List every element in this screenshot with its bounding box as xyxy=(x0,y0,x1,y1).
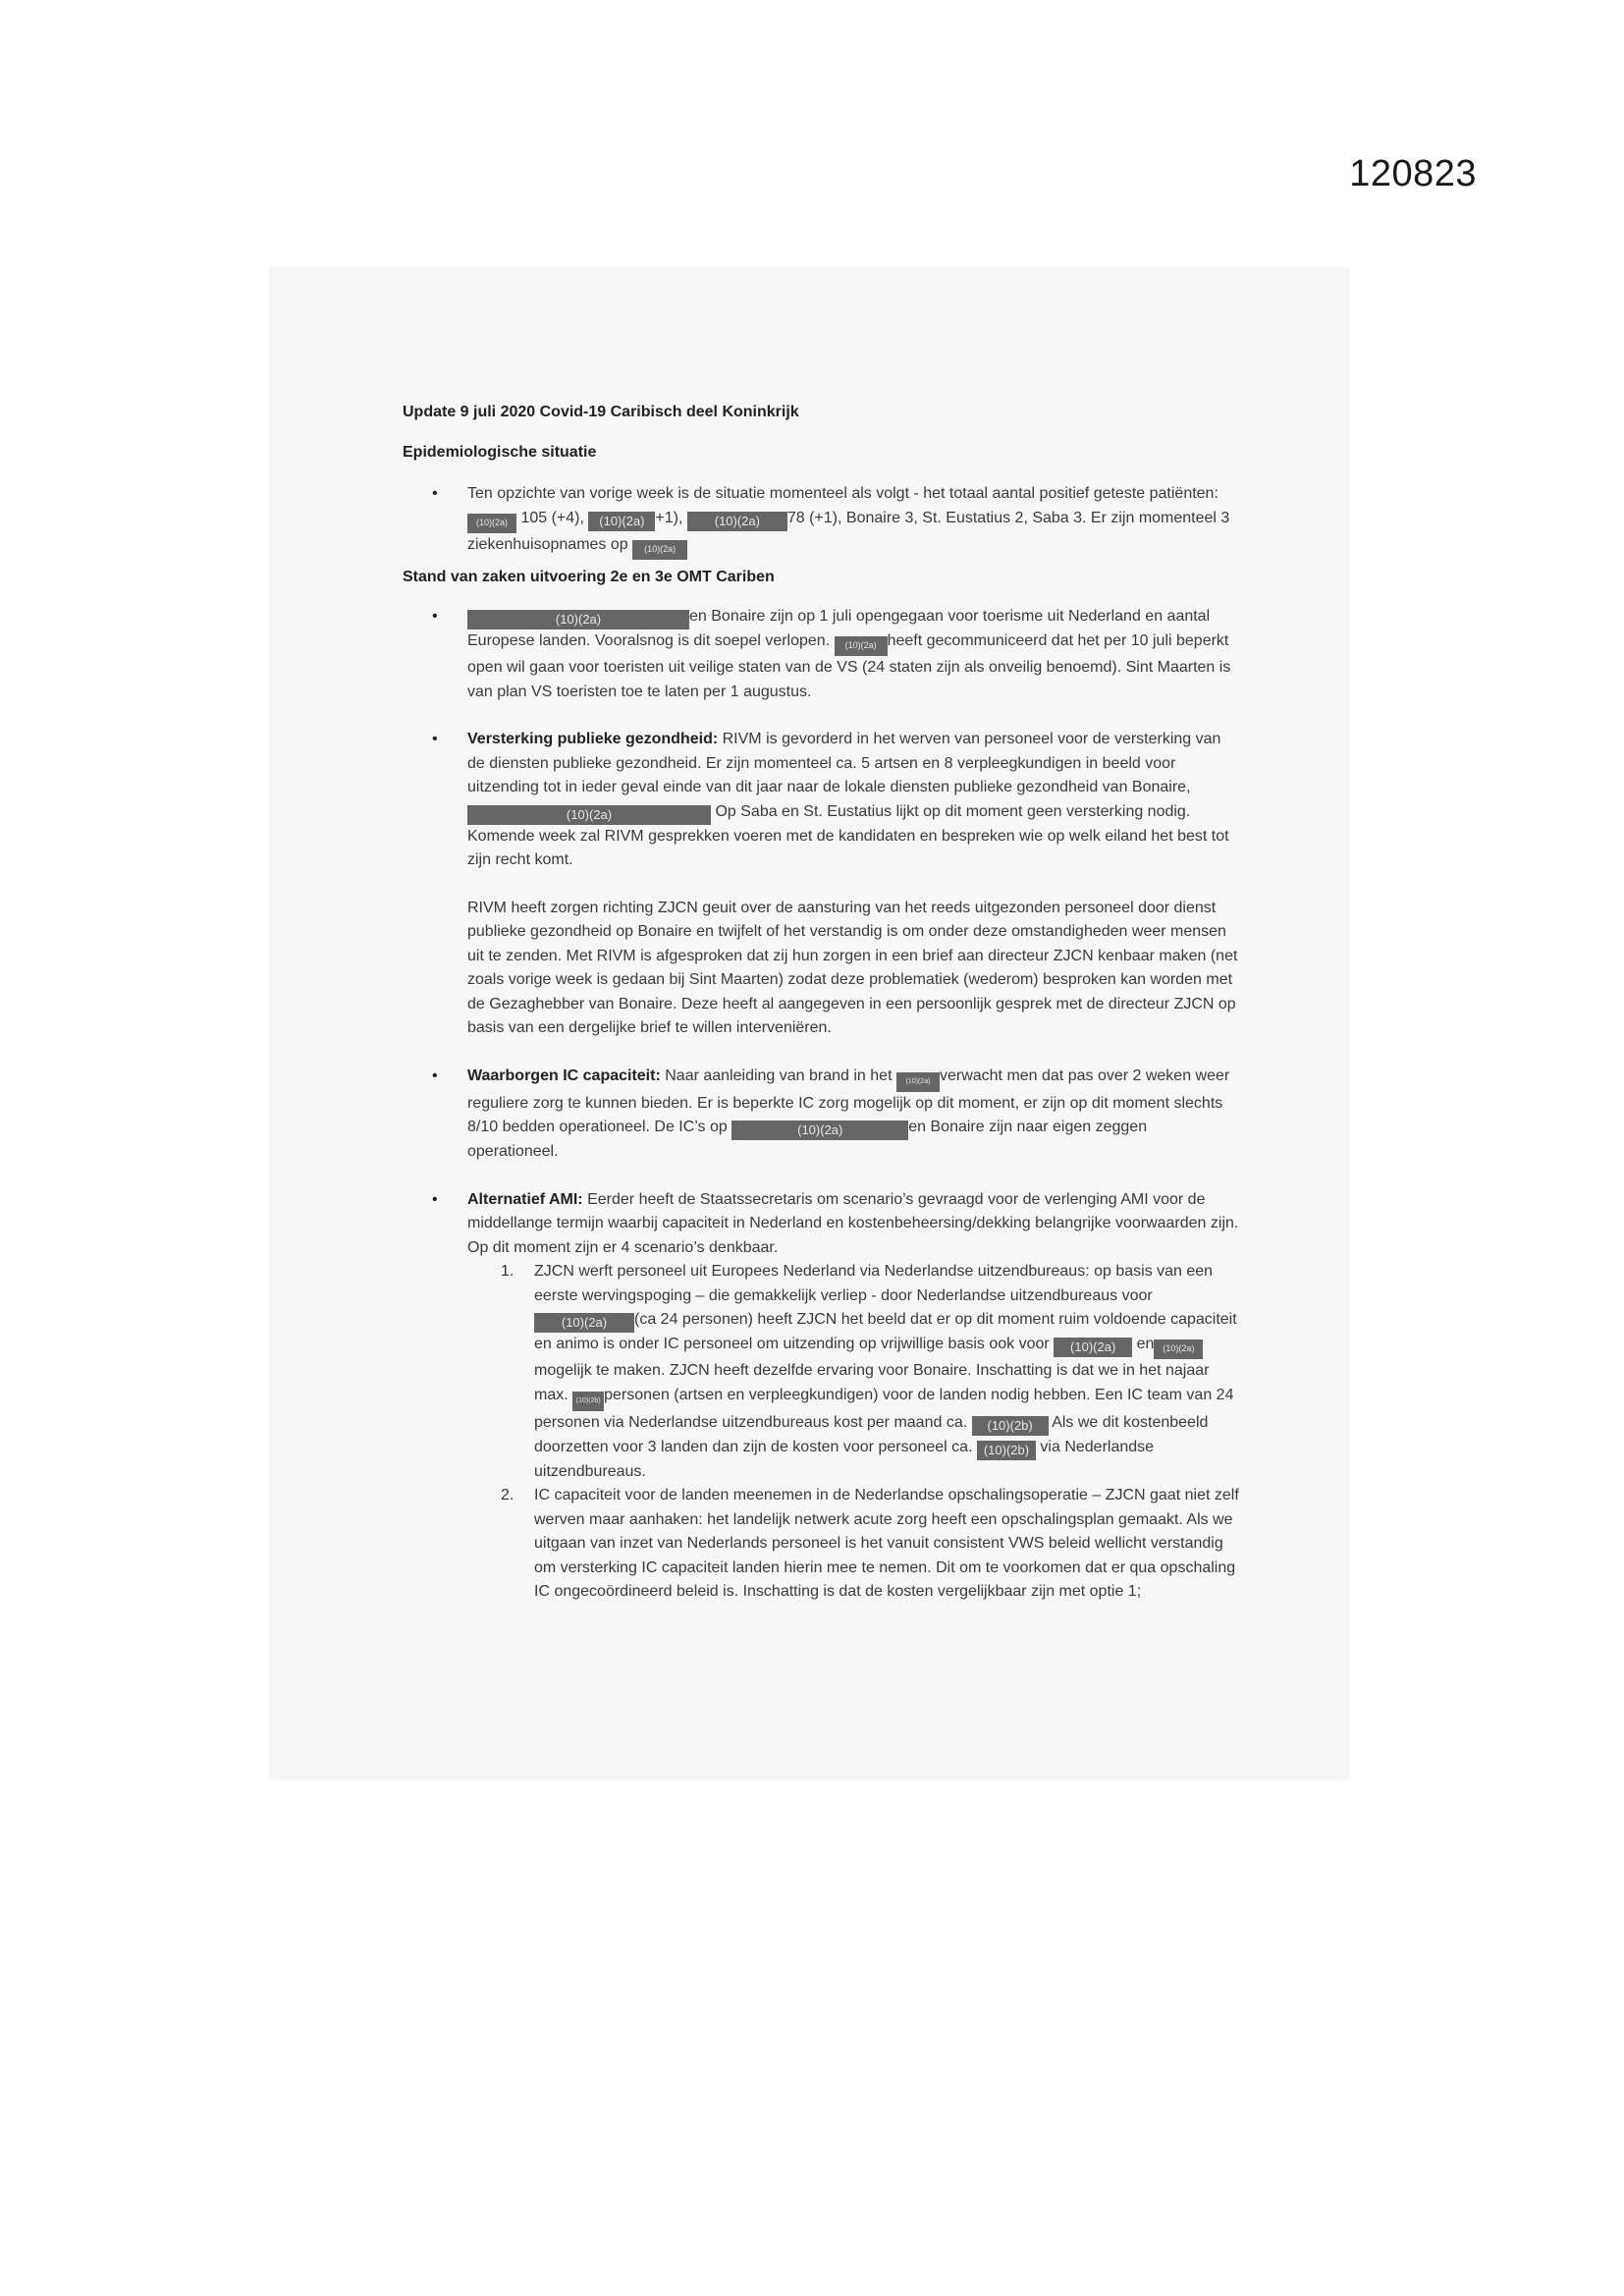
bullet-label: Alternatief AMI: xyxy=(467,1190,583,1208)
redaction-box: (10)(2a) xyxy=(731,1121,908,1140)
bullet-text: 105 (+4), xyxy=(520,509,584,526)
redaction-box: (10)(2a) xyxy=(588,512,655,531)
bullet-text: en Bonaire zijn naar eigen zeggen operationeel. xyxy=(467,1119,1148,1160)
bullet-tourism xyxy=(403,605,1242,704)
bullet-ic-capacity xyxy=(403,1065,1242,1165)
redaction-box: (10)(2a) xyxy=(534,1313,634,1333)
item-text: Als we dit kostenbeeld doorzetten voor 3 landen dan zijn de kosten voor personeel ca. xyxy=(534,1413,1209,1455)
item-text: mogelijk te maken. ZJCN heeft dezelfde ervaring voor Bonaire. Inschatting is dat we in het najaar max. xyxy=(534,1362,1210,1403)
scenario-item-1 xyxy=(403,1260,1242,1484)
bullet-public-health xyxy=(403,728,1242,1041)
redaction-box: (10)(2a) xyxy=(1054,1338,1132,1357)
bullet-text: verwacht men dat pas over 2 weken weer reguliere zorg te kunnen bieden. Er is beperkte IC zorg mogelijk op dit moment, er zijn op dit moment slechts 8/10 bedden operationeel. De IC’s op xyxy=(467,1066,1230,1135)
paragraph-text: RIVM heeft zorgen richting ZJCN geuit over de aansturing van het reeds uitgezonden personeel door dienst publieke gezondheid op Bonaire en twijfelt of het verstandig is om onder deze omstandigheden weer mensen uit te zenden. Met RIVM is afgesproken dat zij hun zorgen in een brief aan directeur ZJCN kenbaar maken (net zoals vorige week is gedaan bij Sint Maarten) zodat deze problematiek (wederom) besproken kan worden met de Gezaghebber van Bonaire. Deze heeft al aangegeven in een persoonlijk gesprek met de directeur ZJCN op basis van een dergelijke brief te willen interveniëren. xyxy=(467,899,1238,1036)
redaction-box: (10)(2b) xyxy=(572,1392,604,1411)
bullet-dot: • xyxy=(432,608,438,625)
redaction-box: (10)(2a) xyxy=(467,514,516,533)
redaction-box: (10)(2a) xyxy=(687,512,787,531)
bullet-text: heeft gecommuniceerd dat het per 10 juli beperkt open wil gaan voor toeristen uit veilige staten van de VS (24 staten zijn als onveilig benoemd). Sint Maarten is van plan VS toeristen toe te laten per 1 augustus. xyxy=(467,632,1231,700)
bullet-label: Waarborgen IC capaciteit: xyxy=(467,1066,661,1084)
document-body xyxy=(403,401,1242,1605)
item-text: en xyxy=(1136,1336,1155,1352)
redaction-box: (10)(2a) xyxy=(835,636,888,656)
redaction-box: (10)(2a) xyxy=(896,1072,940,1092)
redaction-box: (10)(2a) xyxy=(467,805,711,825)
redaction-box: (10)(2a) xyxy=(1154,1339,1203,1359)
list-number: 2. xyxy=(501,1487,514,1503)
bullet-text: Eerder heeft de Staatssecretaris om scenario’s gevraagd voor de verlenging AMI voor de middellange termijn waarbij capaciteit in Nederland en kostenbeheersing/dekking belangrijke voorwaarden zijn. Op dit moment zijn er 4 scenario’s denkbaar. xyxy=(467,1190,1239,1256)
bullet-label: Versterking publieke gezondheid: xyxy=(467,731,719,747)
bullet-text: +1), xyxy=(655,509,683,526)
redaction-box: (10)(2a) xyxy=(632,540,687,560)
redaction-box: (10)(2b) xyxy=(972,1416,1049,1436)
item-text: IC capaciteit voor de landen meenemen in de Nederlandse opschalingsoperatie – ZJCN gaat niet zelf werven maar aanhaken: het landelijk netwerk acute zorg heeft een opschalingsplan gemaakt. Als we uitgaan van inzet van Nederlands personeel is het vanuit consistent VWS beleid wellicht verstandig om versterking IC capaciteit landen hierin mee te nemen. Dit om te voorkomen dat er qua opschaling IC ongecoördineerd beleid is. Inschatting is dat de kosten vergelijkbaar zijn met optie 1; xyxy=(534,1487,1239,1600)
section-heading-epidemiology: Epidemiologische situatie xyxy=(403,443,597,461)
bullet-dot: • xyxy=(432,1190,438,1208)
bullet-text: en Bonaire zijn op 1 juli opengegaan voor toerisme uit Nederland en aantal Europese landen. Vooralsnog is dit soepel verlopen. xyxy=(467,608,1211,649)
section-heading-omt: Stand van zaken uitvoering 2e en 3e OMT Cariben xyxy=(403,568,775,585)
item-text: ZJCN werft personeel uit Europees Nederland via Nederlandse uitzendbureaus: op basis van een eerste wervingspoging – die gemakkelijk verliep - door Nederlandse uitzendbureaus voor xyxy=(534,1263,1214,1304)
bullet-text: Naar aanleiding van brand in het xyxy=(665,1066,893,1084)
redaction-box: (10)(2b) xyxy=(977,1441,1036,1460)
bullet-epidemiology xyxy=(403,482,1242,560)
bullet-dot: • xyxy=(432,731,438,747)
bullet-alternative-ami xyxy=(403,1188,1242,1261)
scenario-item-2 xyxy=(403,1484,1242,1605)
bullet-text: 78 (+1), Bonaire 3, St. Eustatius 2, Saba 3. Er zijn momenteel 3 ziekenhuisopnames op xyxy=(467,509,1230,553)
bullet-dot: • xyxy=(432,1066,438,1084)
bullet-dot: • xyxy=(432,485,438,502)
document-title: Update 9 juli 2020 Covid-19 Caribisch deel Koninkrijk xyxy=(403,404,799,420)
item-text: personen (artsen en verpleegkundigen) voor de landen nodig hebben. Een IC team van 24 personen via Nederlandse uitzendbureaus kost per maand ca. xyxy=(534,1386,1234,1431)
redaction-box: (10)(2a) xyxy=(467,610,689,629)
item-text: (ca 24 personen) heeft ZJCN het beeld dat er op dit moment ruim voldoende capaciteit en animo is onder IC personeel om uitzending op vrijwillige basis ook voor xyxy=(534,1311,1237,1352)
bullet-text: Op Saba en St. Eustatius lijkt op dit moment geen versterking nodig. Komende week zal RIVM gesprekken voeren met de kandidaten en bespreken wie op welk eiland het best tot zijn recht komt. xyxy=(467,802,1229,868)
list-number: 1. xyxy=(501,1263,514,1280)
item-text: via Nederlandse uitzendbureaus. xyxy=(534,1438,1155,1480)
bullet-text: RIVM is gevorderd in het werven van personeel voor de versterking van de diensten publieke gezondheid. Er zijn momenteel ca. 5 artsen en 8 verpleegkundigen in beeld voor uitzending tot in ieder geval einde van dit jaar naar de lokale diensten publieke gezondheid van Bonaire, xyxy=(467,731,1221,795)
bullet-text: Ten opzichte van vorige week is de situatie momenteel als volgt - het totaal aantal positief geteste patiënten: xyxy=(467,485,1218,502)
document-number: 120823 xyxy=(1349,153,1477,194)
